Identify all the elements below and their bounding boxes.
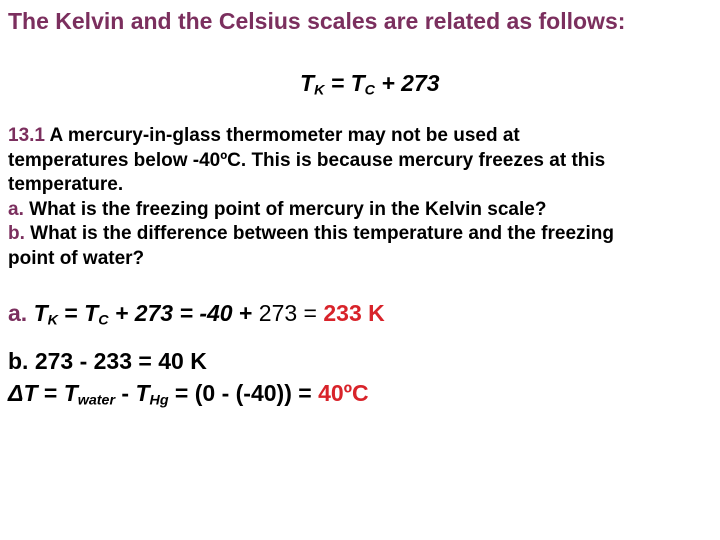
answer-a: a. $T_K = T_C + 273 = -40 + 273 = 233$ K <box>8 300 385 329</box>
problem-statement <box>8 124 614 271</box>
problem-line-3: temperature. <box>8 174 124 195</box>
formula-plus-273: + 273 <box>374 70 440 96</box>
problem-line-2: temperatures below -40ºC. This is because mercury freezes at this <box>8 149 606 171</box>
question-b: b. What is the difference between this temperature and the freezing <box>8 223 615 244</box>
formula-equals: = <box>324 70 351 96</box>
question-a-label: a. <box>8 198 24 220</box>
kelvin-celsius-formula <box>300 70 440 99</box>
problem-line-6: point of water? <box>8 247 145 269</box>
delta-t-result: 40ºC <box>318 380 369 406</box>
question-a: a. What is the freezing point of mercury in the Kelvin scale? <box>8 198 547 220</box>
problem-number: 13.1 <box>8 125 45 146</box>
answer-a-result: 233 K <box>323 300 385 326</box>
answer-a-label: a. <box>8 300 28 326</box>
question-b-label: b. <box>8 223 25 244</box>
formula-t-c: $T_C$ <box>350 70 375 99</box>
formula-t-k: $T_K$ <box>300 70 325 99</box>
answer-b: b. 273 - 233 = 40 K <box>8 348 207 374</box>
delta-t-equation: $\Delta T = T_{water} - T_{Hg} = (0 - (-40))$ = 40ºC <box>8 380 369 409</box>
slide-title: The Kelvin and the Celsius scales are related as follows: <box>8 8 626 34</box>
problem-line-1: 13.1 A mercury-in-glass thermometer may not be used at <box>8 125 520 146</box>
